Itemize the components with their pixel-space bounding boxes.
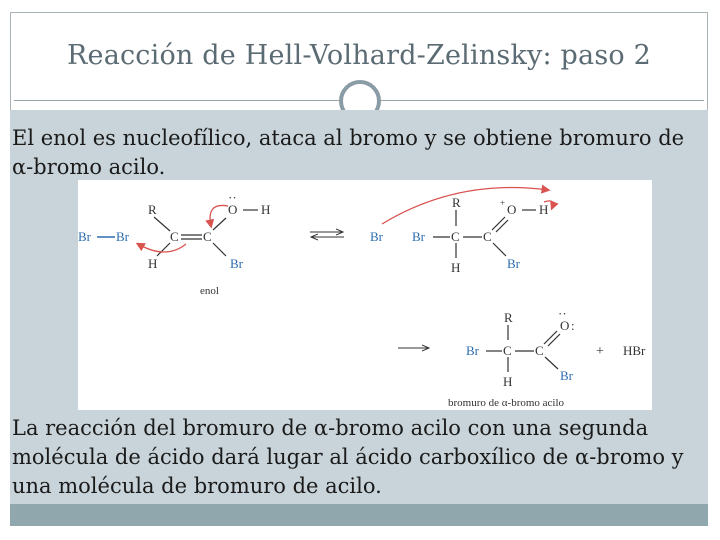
enol-o-dots: ··	[228, 190, 237, 205]
prod-double-2	[548, 334, 560, 346]
prod-o: O	[560, 318, 570, 333]
arrow-br-attack	[382, 188, 548, 224]
hbr-byproduct: HBr	[623, 343, 646, 358]
enol-h: H	[148, 256, 158, 271]
int-r: R	[452, 195, 461, 210]
prod-h: H	[503, 374, 513, 389]
prod-c1: C	[503, 343, 512, 358]
prod-r: R	[504, 310, 513, 325]
int-double-1	[492, 217, 505, 230]
int-oh-h: H	[539, 202, 549, 217]
enol-o: O	[228, 202, 238, 217]
enol-bond-br	[213, 243, 226, 256]
enol-c1: C	[170, 229, 179, 244]
br2-atom-2: Br	[116, 229, 129, 244]
prod-double-1	[544, 331, 557, 344]
br2-atom-1: Br	[78, 229, 91, 244]
int-o: O	[507, 202, 517, 217]
prod-br: Br	[466, 343, 479, 358]
plus-sign: +	[596, 344, 604, 359]
enol-oh-h: H	[261, 202, 271, 217]
footer-bar	[10, 504, 708, 526]
int-br-ion: Br	[370, 229, 383, 244]
int-o-plus: +	[500, 198, 506, 208]
prod-o-dots: ··	[558, 306, 567, 321]
prod-br2: Br	[560, 368, 573, 383]
int-bond-br2	[493, 243, 506, 256]
int-br: Br	[412, 229, 425, 244]
reaction-scheme-svg	[78, 180, 652, 410]
product-label: bromuro de α-bromo acilo	[448, 397, 565, 409]
enol-bond-o	[213, 218, 226, 230]
reaction-diagram	[78, 180, 652, 410]
prod-o-colon: :	[571, 318, 575, 333]
int-h: H	[451, 260, 461, 275]
enol-label: enol	[200, 285, 219, 297]
prod-bond-br2	[545, 357, 558, 369]
int-double-2	[496, 220, 508, 232]
enol-bond-h	[157, 243, 170, 256]
arrow-o-to-bond	[210, 205, 228, 226]
int-c1: C	[451, 229, 460, 244]
intro-text: El enol es nucleofílico, ataca al bromo y se obtiene bromuro de α-bromo acilo.	[12, 126, 685, 179]
enol-bond-r	[154, 217, 170, 231]
enol-br: Br	[230, 256, 243, 271]
enol-c2: C	[203, 229, 212, 244]
prod-c2: C	[535, 343, 544, 358]
int-c2: C	[483, 229, 492, 244]
conclusion-text: La reacción del bromuro de α-bromo acilo con una segunda molécula de ácido dará lugar al ácido carboxílico de α-bromo y una molécula de bromuro de acilo.	[12, 416, 684, 498]
enol-r: R	[148, 202, 157, 217]
slide-title: Reacción de Hell-Volhard-Zelinsky: paso 2	[66, 40, 652, 71]
int-br2: Br	[507, 256, 520, 271]
